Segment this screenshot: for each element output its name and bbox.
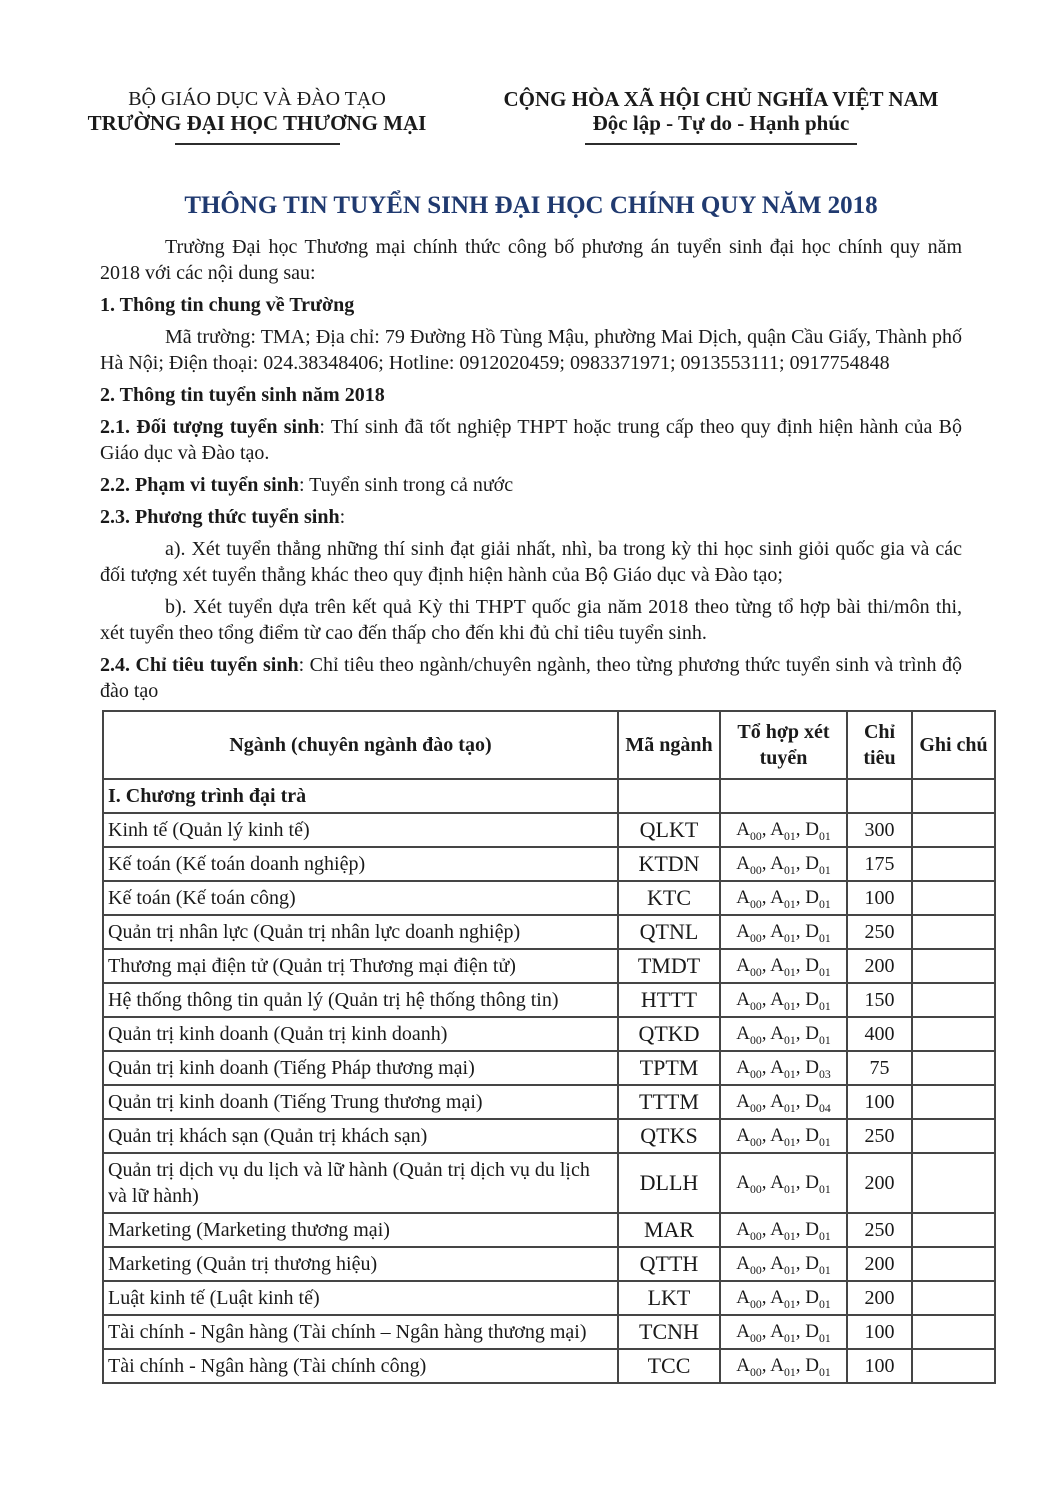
table-row: [103, 1051, 995, 1085]
table-row: [103, 847, 995, 881]
table-header-row: [103, 711, 995, 779]
cell-ghi-chu: [912, 983, 995, 1017]
intro-paragraph: Trường Đại học Thương mại chính thức công bố phương án tuyển sinh đại học chính quy năm 2018 với các nội dung sau:: [100, 236, 962, 284]
cell-chi-tieu: 200: [847, 1281, 912, 1315]
item-2-4: [100, 652, 962, 704]
table-section-row: [103, 779, 995, 813]
item-2-4-text: : Chỉ tiêu theo ngành/chuyên ngành, theo từng phương thức tuyển sinh và trình độ đào tạo: [100, 654, 962, 702]
item-2-4-label: 2.4. Chỉ tiêu tuyển sinh: [100, 654, 299, 676]
cell-chi-tieu: 100: [847, 881, 912, 915]
cell-ghi-chu: [912, 1119, 995, 1153]
cell-ma-nganh: TCNH: [618, 1315, 720, 1349]
cell-nganh: Marketing (Quản trị thương hiệu): [103, 1247, 618, 1281]
col-header-ghi-chu: Ghi chú: [912, 711, 995, 779]
cell-ma-nganh: KTDN: [618, 847, 720, 881]
cell-chi-tieu: 250: [847, 1119, 912, 1153]
cell-ghi-chu: [912, 1349, 995, 1383]
admissions-table-body: [103, 779, 995, 1383]
cell-ghi-chu: [912, 949, 995, 983]
col-header-chi-tieu: Chỉ tiêu: [847, 711, 912, 779]
cell-chi-tieu: 100: [847, 1349, 912, 1383]
cell-to-hop: $A_{00}$, $A_{01}$, $D_{01}$: [720, 1281, 847, 1315]
table-row: [103, 1213, 995, 1247]
cell-chi-tieu: 200: [847, 1247, 912, 1281]
cell-chi-tieu: 150: [847, 983, 912, 1017]
cell-ma-nganh: TPTM: [618, 1051, 720, 1085]
cell-ma-nganh: MAR: [618, 1213, 720, 1247]
cell-nganh: Quản trị khách sạn (Quản trị khách sạn): [103, 1119, 618, 1153]
table-row: [103, 1315, 995, 1349]
cell-nganh: Tài chính - Ngân hàng (Tài chính công): [103, 1349, 618, 1383]
doc-body: [100, 234, 962, 704]
cell-ghi-chu: [912, 1247, 995, 1281]
cell-ghi-chu: [912, 1017, 995, 1051]
cell-ma-nganh: QTTH: [618, 1247, 720, 1281]
cell-ghi-chu: [912, 813, 995, 847]
issuing-org-block: [67, 88, 447, 145]
col-header-to-hop: Tổ hợp xét tuyển: [720, 711, 847, 779]
cell-nganh: Quản trị kinh doanh (Quản trị kinh doanh): [103, 1017, 618, 1051]
cell-chi-tieu: 75: [847, 1051, 912, 1085]
cell-chi-tieu: 300: [847, 813, 912, 847]
table-row: [103, 813, 995, 847]
item-2-2: [100, 472, 962, 498]
table-row: [103, 1017, 995, 1051]
cell-to-hop: $A_{00}$, $A_{01}$, $D_{04}$: [720, 1085, 847, 1119]
item-2-2-text: : Tuyển sinh trong cả nước: [298, 474, 514, 496]
table-row: [103, 1119, 995, 1153]
national-motto-block: [480, 88, 962, 145]
cell-ma-nganh: TTTM: [618, 1085, 720, 1119]
col-header-nganh: Ngành (chuyên ngành đào tạo): [103, 711, 618, 779]
cell-nganh: Quản trị dịch vụ du lịch và lữ hành (Quản trị dịch vụ du lịch và lữ hành): [103, 1153, 618, 1213]
cell-chi-tieu: 250: [847, 915, 912, 949]
cell-chi-tieu: 400: [847, 1017, 912, 1051]
item-2-2-label: 2.2. Phạm vi tuyển sinh: [100, 474, 299, 496]
cell-ma-nganh: QTNL: [618, 915, 720, 949]
cell-chi-tieu: 100: [847, 1315, 912, 1349]
item-2-3: [100, 504, 962, 530]
table-row: [103, 1247, 995, 1281]
cell-ma-empty: [618, 779, 720, 813]
table-row: [103, 915, 995, 949]
cell-nganh: Quản trị kinh doanh (Tiếng Trung thương mại): [103, 1085, 618, 1119]
cell-to-hop: $A_{00}$, $A_{01}$, $D_{01}$: [720, 1247, 847, 1281]
cell-ghi-chu: [912, 1213, 995, 1247]
admissions-table: [102, 710, 996, 1384]
cell-chi-tieu: 200: [847, 949, 912, 983]
cell-ma-nganh: LKT: [618, 1281, 720, 1315]
table-row: [103, 1153, 995, 1213]
table-row: [103, 949, 995, 983]
section-1-heading: 1. Thông tin chung về Trường: [100, 294, 355, 316]
item-2-1-text: : Thí sinh đã tốt nghiệp THPT hoặc trung cấp theo quy định hiện hành của Bộ Giáo dục và Đào tạo.: [100, 416, 962, 464]
university-name: TRƯỜNG ĐẠI HỌC THƯƠNG MẠI: [87, 111, 427, 135]
item-2-1: [100, 414, 962, 466]
cell-to-hop: $A_{00}$, $A_{01}$, $D_{01}$: [720, 983, 847, 1017]
cell-ghi-chu: [912, 847, 995, 881]
cell-ghi-chu: [912, 1281, 995, 1315]
header-rule-right: [585, 143, 857, 145]
cell-chi-tieu: 175: [847, 847, 912, 881]
table-row: [103, 1349, 995, 1383]
cell-ghi-chu: [912, 1315, 995, 1349]
cell-chitieu-empty: [847, 779, 912, 813]
cell-nganh: Hệ thống thông tin quản lý (Quản trị hệ thống thông tin): [103, 983, 618, 1017]
cell-ma-nganh: QTKS: [618, 1119, 720, 1153]
method-a-paragraph: a). Xét tuyển thẳng những thí sinh đạt giải nhất, nhì, ba trong kỳ thi học sinh giỏi quốc gia và các đối tượng xét tuyển thẳng khác theo quy định hiện hành của Bộ Giáo dục và Đào tạo;: [100, 538, 962, 586]
table-row: [103, 1281, 995, 1315]
cell-section-title: I. Chương trình đại trà: [103, 779, 618, 813]
cell-ma-nganh: TCC: [618, 1349, 720, 1383]
cell-to-hop: $A_{00}$, $A_{01}$, $D_{01}$: [720, 1349, 847, 1383]
cell-ghichu-empty: [912, 779, 995, 813]
cell-to-hop: $A_{00}$, $A_{01}$, $D_{01}$: [720, 813, 847, 847]
cell-to-hop: $A_{00}$, $A_{01}$, $D_{01}$: [720, 1017, 847, 1051]
cell-to-hop: $A_{00}$, $A_{01}$, $D_{01}$: [720, 915, 847, 949]
cell-nganh: Luật kinh tế (Luật kinh tế): [103, 1281, 618, 1315]
cell-nganh: Marketing (Marketing thương mại): [103, 1213, 618, 1247]
doc-header: [87, 87, 962, 145]
cell-nganh: Kinh tế (Quản lý kinh tế): [103, 813, 618, 847]
cell-to-hop: $A_{00}$, $A_{01}$, $D_{01}$: [720, 1119, 847, 1153]
cell-to-hop: $A_{00}$, $A_{01}$, $D_{01}$: [720, 847, 847, 881]
cell-to-hop: $A_{00}$, $A_{01}$, $D_{03}$: [720, 1051, 847, 1085]
cell-ma-nganh: QTKD: [618, 1017, 720, 1051]
cell-nganh: Tài chính - Ngân hàng (Tài chính – Ngân hàng thương mại): [103, 1315, 618, 1349]
table-row: [103, 983, 995, 1017]
cell-chi-tieu: 100: [847, 1085, 912, 1119]
header-rule-left: [175, 143, 340, 145]
cell-nganh: Kế toán (Kế toán công): [103, 881, 618, 915]
table-row: [103, 1085, 995, 1119]
cell-ma-nganh: TMDT: [618, 949, 720, 983]
national-motto: Độc lập - Tự do - Hạnh phúc: [592, 111, 850, 135]
item-2-3-text: :: [339, 506, 346, 528]
item-2-3-label: 2.3. Phương thức tuyển sinh: [100, 506, 340, 528]
cell-to-hop: $A_{00}$, $A_{01}$, $D_{01}$: [720, 881, 847, 915]
cell-to-hop: $A_{00}$, $A_{01}$, $D_{01}$: [720, 1153, 847, 1213]
cell-nganh: Thương mại điện tử (Quản trị Thương mại điện tử): [103, 949, 618, 983]
ministry-name: BỘ GIÁO DỤC VÀ ĐÀO TẠO: [128, 88, 386, 110]
cell-ghi-chu: [912, 1085, 995, 1119]
doc-title: THÔNG TIN TUYỂN SINH ĐẠI HỌC CHÍNH QUY NĂM 2018: [184, 192, 878, 219]
cell-tohop-empty: [720, 779, 847, 813]
national-title: CỘNG HÒA XÃ HỘI CHỦ NGHĨA VIỆT NAM: [503, 87, 939, 111]
method-b-paragraph: b). Xét tuyển dựa trên kết quả Kỳ thi THPT quốc gia năm 2018 theo từng tổ hợp bài thi/môn thi, xét tuyển theo tổng điểm từ cao đến thấp cho đến khi đủ chỉ tiêu tuyển sinh.: [100, 596, 962, 644]
table-row: [103, 881, 995, 915]
cell-ghi-chu: [912, 915, 995, 949]
cell-ma-nganh: KTC: [618, 881, 720, 915]
cell-ma-nganh: QLKT: [618, 813, 720, 847]
cell-to-hop: $A_{00}$, $A_{01}$, $D_{01}$: [720, 949, 847, 983]
item-2-1-label: 2.1. Đối tượng tuyển sinh: [100, 416, 320, 438]
cell-ghi-chu: [912, 881, 995, 915]
cell-ma-nganh: HTTT: [618, 983, 720, 1017]
cell-ma-nganh: DLLH: [618, 1153, 720, 1213]
cell-to-hop: $A_{00}$, $A_{01}$, $D_{01}$: [720, 1315, 847, 1349]
cell-ghi-chu: [912, 1051, 995, 1085]
cell-chi-tieu: 200: [847, 1153, 912, 1213]
cell-nganh: Quản trị kinh doanh (Tiếng Pháp thương mại): [103, 1051, 618, 1085]
col-header-ma-nganh: Mã ngành: [618, 711, 720, 779]
cell-ghi-chu: [912, 1153, 995, 1213]
cell-to-hop: $A_{00}$, $A_{01}$, $D_{01}$: [720, 1213, 847, 1247]
school-info-paragraph: Mã trường: TMA; Địa chỉ: 79 Đường Hồ Tùng Mậu, phường Mai Dịch, quận Cầu Giấy, Thành phố Hà Nội; Điện thoại: 024.38348406; Hotline: 0912020459; 0983371971; 0913553111; 0917754848: [100, 326, 962, 374]
section-2-heading: 2. Thông tin tuyển sinh năm 2018: [100, 384, 385, 406]
cell-nganh: Quản trị nhân lực (Quản trị nhân lực doanh nghiệp): [103, 915, 618, 949]
cell-chi-tieu: 250: [847, 1213, 912, 1247]
cell-nganh: Kế toán (Kế toán doanh nghiệp): [103, 847, 618, 881]
